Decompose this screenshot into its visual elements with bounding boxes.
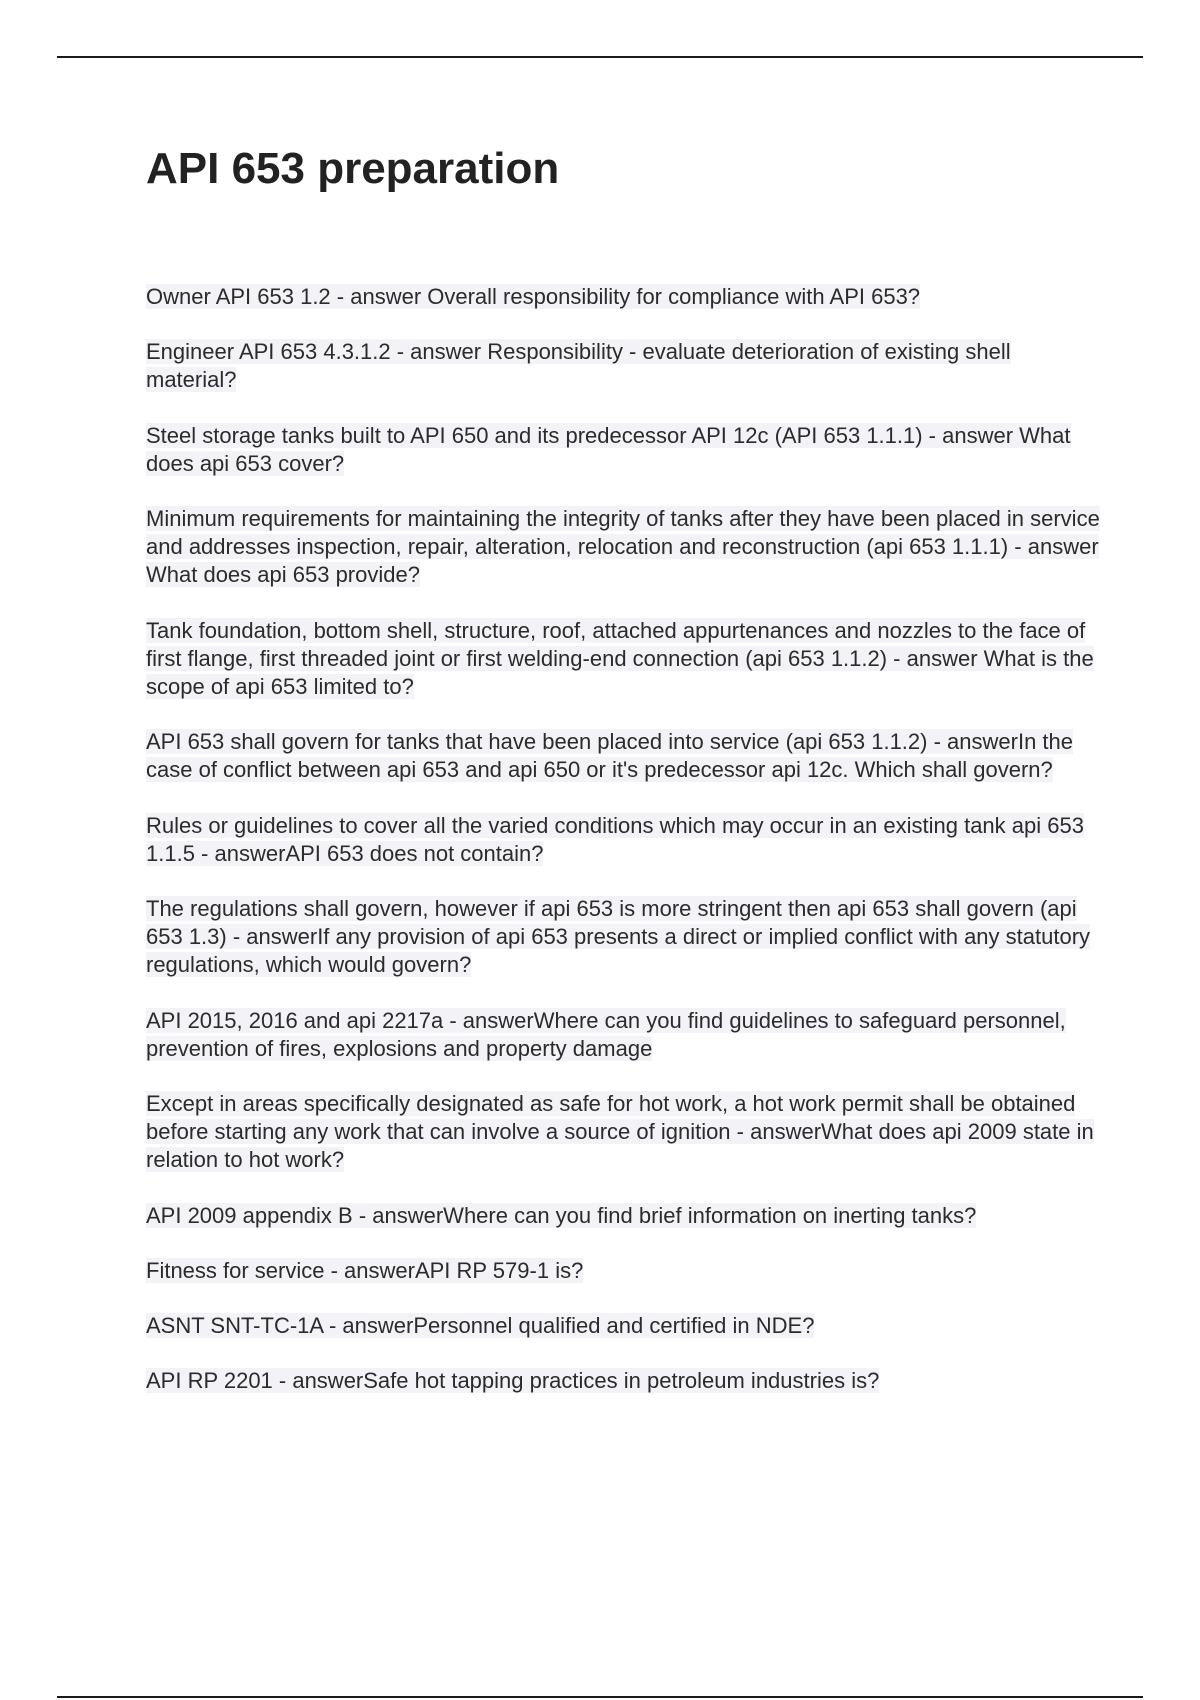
qa-text: Except in areas specifically designated as safe for hot work, a hot work permit shall be obtained before starting any work that can involve a source of ignition - answerWhat does api 2009 state in relation to hot work? <box>146 1091 1094 1173</box>
qa-text: Tank foundation, bottom shell, structure, roof, attached appurtenances and nozzles to the face of first flange, first threaded joint or first welding-end connection (api 653 1.1.2) - answer What is the scope of api 653 limited to? <box>146 617 1094 700</box>
list-item <box>146 1007 1106 1063</box>
list-item <box>146 812 1106 868</box>
qa-text: Minimum requirements for maintaining the integrity of tanks after they have been placed in service and addresses inspection, repair, alteration, relocation and reconstruction (api 653 1.1.1) - answer What does api 653 provide? <box>146 506 1100 588</box>
list-item <box>146 1312 1106 1340</box>
list-item <box>146 283 1106 311</box>
bottom-rule <box>57 1696 1143 1698</box>
qa-text: Owner API 653 1.2 - answer Overall responsibility for compliance with API 653? <box>146 284 921 309</box>
qa-text: Fitness for service - answerAPI RP 579-1 is? <box>146 1257 584 1283</box>
list-item <box>146 1257 1106 1285</box>
list-item <box>146 422 1106 478</box>
list-item <box>146 895 1106 980</box>
list-item <box>146 1090 1106 1175</box>
qa-text: The regulations shall govern, however if api 653 is more stringent then api 653 shall govern (api 653 1.3) - answerIf any provision of api 653 presents a direct or implied conflict with any statutory regulations, which would govern? <box>146 896 1091 978</box>
qa-text: API RP 2201 - answerSafe hot tapping practices in petroleum industries is? <box>146 1368 880 1394</box>
qa-text: Rules or guidelines to cover all the varied conditions which may occur in an existing tank api 653 1.1.5 - answerAPI 653 does not contain? <box>146 812 1084 866</box>
qa-text: Engineer API 653 4.3.1.2 - answer Responsibility - evaluate deterioration of existing shell material? <box>146 339 1011 393</box>
list-item <box>146 505 1106 590</box>
qa-text: Steel storage tanks built to API 650 and its predecessor API 12c (API 653 1.1.1) - answer What does api 653 cover? <box>146 422 1071 476</box>
top-rule <box>57 56 1143 58</box>
list-item <box>146 1367 1106 1395</box>
list-item <box>146 1202 1106 1230</box>
qa-text: API 2009 appendix B - answerWhere can you find brief information on inerting tanks? <box>146 1202 977 1228</box>
qa-text: API 2015, 2016 and api 2217a - answerWhere can you find guidelines to safeguard personnel, prevention of fires, explosions and property damage <box>146 1007 1066 1061</box>
qa-text: ASNT SNT-TC-1A - answerPersonnel qualified and certified in NDE? <box>146 1313 815 1339</box>
list-item <box>146 338 1106 394</box>
qa-list <box>146 283 1106 1422</box>
list-item <box>146 728 1106 784</box>
list-item <box>146 617 1106 702</box>
qa-text: API 653 shall govern for tanks that have been placed into service (api 653 1.1.2) - answerIn the case of conflict between api 653 and api 650 or it's predecessor api 12c. Which shall govern? <box>146 729 1073 783</box>
page-title: API 653 preparation <box>146 144 560 193</box>
